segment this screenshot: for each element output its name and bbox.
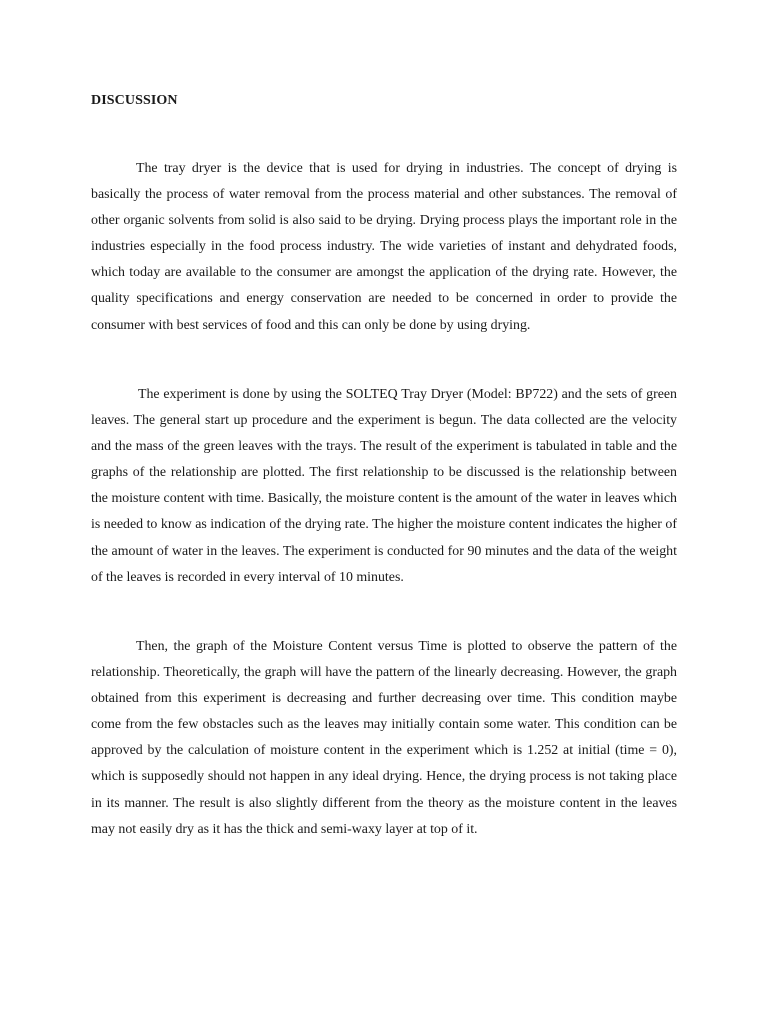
paragraph-moisture-graph: Then, the graph of the Moisture Content versus Time is plotted to observe the pattern of the relationship. Theoretically, the graph will have the pattern of the linearly decreasing. However, the graph obtained from this experiment is decreasing and further decreasing over time. This condition maybe come from the few obstacles such as the leaves may initially contain some water. This condition can be approved by the calculation of moisture content in the experiment which is 1.252 at initial (time = 0), which is supposedly should not happen in any ideal drying. Hence, the drying process is not taking place in its manner. The result is also slightly different from the theory as the moisture content in the leaves may not easily dry as it has the thick and semi-waxy layer at top of it. — [91, 639, 677, 837]
section-heading: DISCUSSION — [91, 93, 178, 108]
paragraph-tray-dryer-intro: The tray dryer is the device that is used for drying in industries. The concept of drying is basically the process of water removal from the process material and other substances. The removal of other organic solvents from solid is also said to be drying. Drying process plays the important role in the industries especially in the food process industry. The wide varieties of instant and dehydrated foods, which today are available to the consumer are amongst the application of the drying rate. However, the quality specifications and energy conservation are needed to be concerned in order to provide the consumer with best services of food and this can only be done by using drying. — [91, 161, 677, 333]
paragraph-experiment-procedure: The experiment is done by using the SOLTEQ Tray Dryer (Model: BP722) and the sets of green leaves. The general start up procedure and the experiment is begun. The data collected are the velocity and the mass of the green leaves with the trays. The result of the experiment is tabulated in table and the graphs of the relationship are plotted. The first relationship to be discussed is the relationship between the moisture content with time. Basically, the moisture content is the amount of the water in leaves which is needed to know as indication of the drying rate. The higher the moisture content indicates the higher of the amount of water in the leaves. The experiment is conducted for 90 minutes and the data of the weight of the leaves is recorded in every interval of 10 minutes. — [91, 387, 677, 585]
